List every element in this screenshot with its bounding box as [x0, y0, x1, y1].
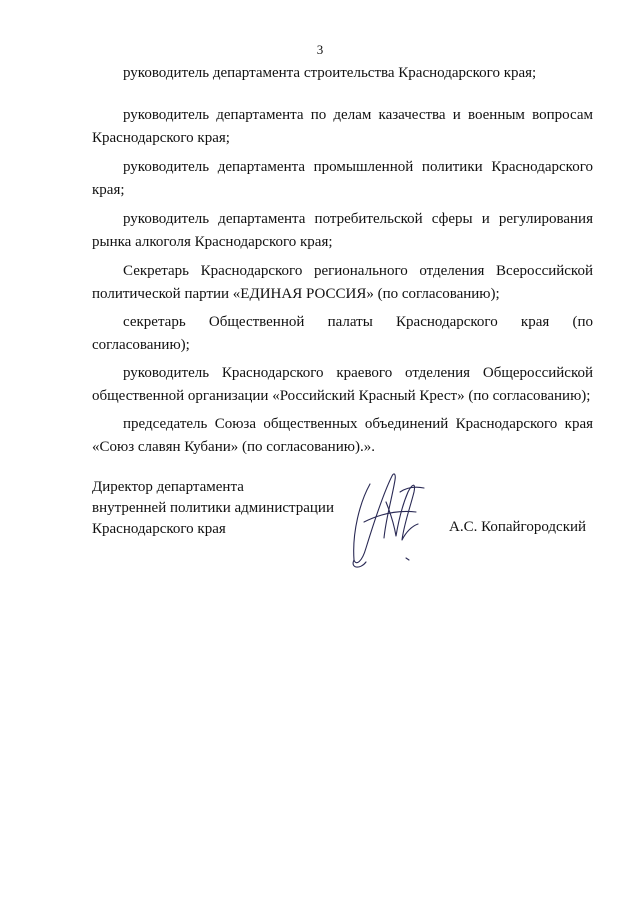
list-item: секретарь Общественной палаты Краснодарского края (по согласованию);	[92, 314, 593, 353]
list-item: руководитель департамента промышленной политики Краснодарского края;	[92, 159, 593, 198]
list-item: председатель Союза общественных объединений Краснодарского края «Союз славян Кубани» (по согласованию).».	[92, 416, 593, 455]
list-item: руководитель департамента потребительской сферы и регулирования рынка алкоголя Краснодарского края;	[92, 211, 593, 250]
signer-title-line-1: Директор департамента	[92, 479, 244, 495]
list-item: руководитель департамента по делам казачества и военным вопросам Краснодарского края;	[92, 107, 593, 146]
list-item: руководитель Краснодарского краевого отделения Общероссийской общественной организации «Российский Красный Крест» (по согласованию);	[92, 365, 593, 404]
handwritten-signature	[340, 462, 440, 572]
signer-title-line-2: внутренней политики администрации	[92, 500, 334, 516]
signer-title-line-3: Краснодарского края	[92, 521, 226, 537]
list-item: руководитель департамента строительства Краснодарского края;	[123, 65, 537, 81]
list-item: Секретарь Краснодарского регионального отделения Всероссийской политической партии «ЕДИНАЯ РОССИЯ» (по согласованию);	[92, 263, 593, 302]
page-number: 3	[316, 42, 324, 57]
signer-name: А.С. Копайгородский	[449, 519, 587, 535]
signature-block	[92, 477, 334, 540]
